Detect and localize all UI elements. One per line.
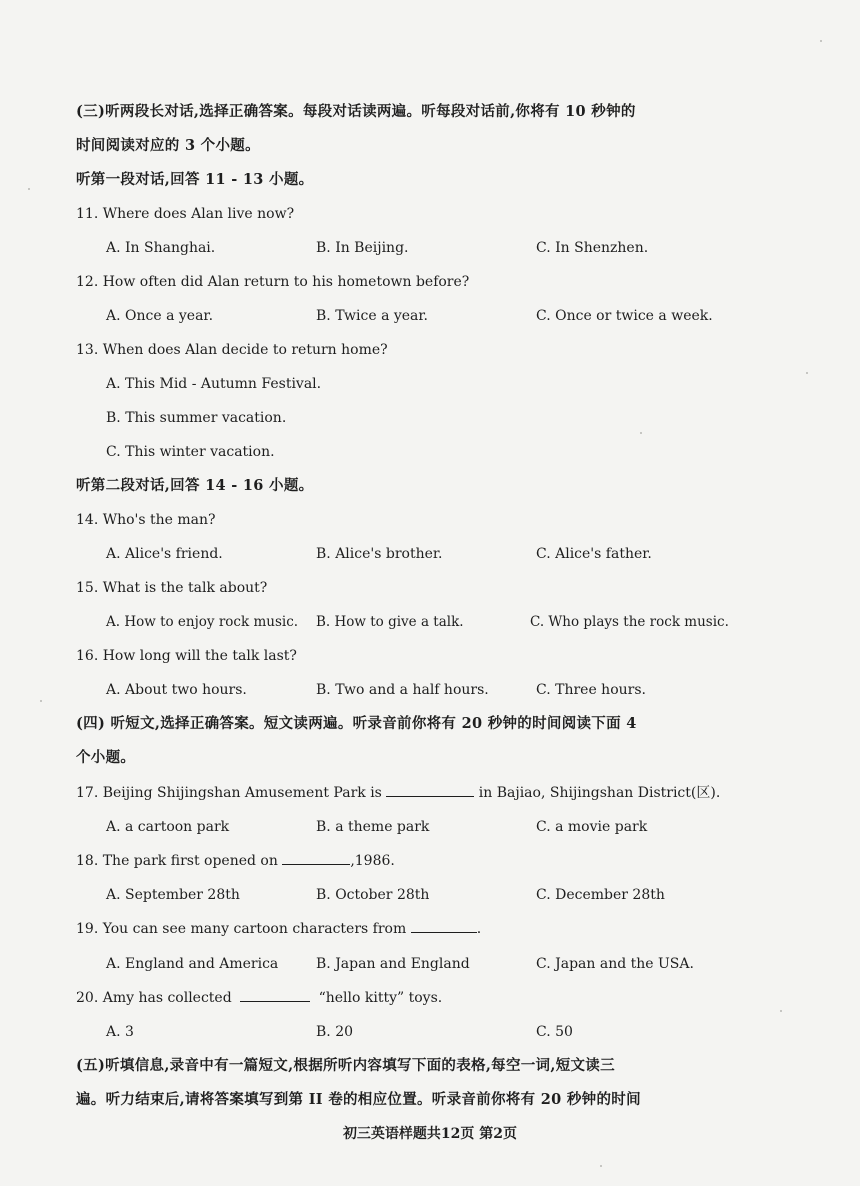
question-15-option-b: B. How to give a talk. (316, 614, 464, 630)
question-19-stem-after: . (476, 921, 482, 937)
dialogue1-header: 听第一段对话,回答 11 - 13 小题。 (76, 171, 314, 188)
question-13-option-c: C. This winter vacation. (106, 444, 275, 460)
scan-speck (806, 372, 808, 374)
question-18-option-c: C. December 28th (536, 887, 665, 903)
question-19-stem (76, 920, 481, 938)
question-13-stem: 13. When does Alan decide to return home? (76, 342, 388, 358)
question-11-stem: 11. Where does Alan live now? (76, 206, 295, 222)
question-20-option-a: A. 3 (106, 1024, 134, 1040)
question-13-option-a: A. This Mid - Autumn Festival. (106, 376, 322, 392)
scan-speck (820, 40, 822, 42)
scan-speck (780, 1010, 782, 1012)
question-20-stem-before: 20. Amy has collected (76, 990, 232, 1006)
question-19-option-c: C. Japan and the USA. (536, 956, 694, 972)
question-15-option-a: A. How to enjoy rock music. (106, 614, 299, 630)
question-12-stem: 12. How often did Alan return to his hometown before? (76, 274, 470, 290)
question-11-option-a: A. In Shanghai. (106, 240, 216, 256)
question-17-option-c: C. a movie park (536, 819, 648, 835)
question-16-stem: 16. How long will the talk last? (76, 648, 297, 664)
section4-intro-line2: 个小题。 (76, 749, 136, 766)
question-19-answer-blank (411, 920, 477, 933)
question-20-option-c: C. 50 (536, 1024, 573, 1040)
question-11-option-b: B. In Beijing. (316, 240, 409, 256)
question-19-option-b: B. Japan and England (316, 956, 470, 972)
question-14-option-b: B. Alice's brother. (316, 546, 443, 562)
question-11-option-c: C. In Shenzhen. (536, 240, 649, 256)
question-18-stem-after: ,1986. (350, 853, 395, 869)
question-18-answer-blank (282, 852, 350, 865)
question-20-option-b: B. 20 (316, 1024, 354, 1040)
question-16-option-c: C. Three hours. (536, 682, 646, 698)
question-19-stem-before: 19. You can see many cartoon characters from (76, 921, 407, 937)
dialogue2-header: 听第二段对话,回答 14 - 16 小题。 (76, 477, 314, 494)
section3-intro-line2: 时间阅读对应的 3 个小题。 (76, 137, 260, 154)
question-14-option-a: A. Alice's friend. (106, 546, 223, 562)
question-15-stem: 15. What is the talk about? (76, 580, 268, 596)
question-15-option-c: C. Who plays the rock music. (530, 614, 729, 630)
question-14-option-c: C. Alice's father. (536, 546, 652, 562)
question-17-stem (76, 784, 720, 802)
question-14-stem: 14. Who's the man? (76, 512, 216, 528)
question-12-option-b: B. Twice a year. (316, 308, 429, 324)
question-16-option-a: A. About two hours. (106, 682, 247, 698)
section5-intro-line2: 遍。听力结束后,请将答案填写到第 II 卷的相应位置。听录音前你将有 20 秒钟的时间 (76, 1091, 641, 1108)
question-19-option-a: A. England and America (106, 956, 279, 972)
question-17-option-a: A. a cartoon park (106, 819, 230, 835)
scan-speck (600, 1165, 602, 1167)
question-20-stem-after: “hello kitty” toys. (318, 990, 443, 1006)
section4-intro-line1: (四) 听短文,选择正确答案。短文读两遍。听录音前你将有 20 秒钟的时间阅读下面 4 (76, 715, 637, 732)
scan-speck (640, 432, 642, 434)
question-18-option-b: B. October 28th (316, 887, 430, 903)
question-20-answer-blank (240, 993, 310, 1002)
question-18-stem (76, 852, 395, 870)
question-13-option-b: B. This summer vacation. (106, 410, 287, 426)
question-12-option-c: C. Once or twice a week. (536, 308, 713, 324)
question-20-stem (76, 989, 442, 1007)
section3-intro-line1: (三)听两段长对话,选择正确答案。每段对话读两遍。听每段对话前,你将有 10 秒钟的 (76, 103, 636, 120)
question-16-option-b: B. Two and a half hours. (316, 682, 489, 698)
question-17-answer-blank (386, 784, 474, 797)
question-18-option-a: A. September 28th (106, 887, 240, 903)
page-footer: 初三英语样题共12页 第2页 (342, 1126, 518, 1142)
question-17-option-b: B. a theme park (316, 819, 430, 835)
scan-speck (40, 700, 42, 702)
section5-intro-line1: (五)听填信息,录音中有一篇短文,根据所听内容填写下面的表格,每空一词,短文读三 (76, 1057, 615, 1074)
question-17-stem-after: in Bajiao, Shijingshan District(区). (478, 785, 721, 801)
scan-speck (28, 188, 30, 190)
question-17-stem-before: 17. Beijing Shijingshan Amusement Park is (76, 785, 382, 801)
question-18-stem-before: 18. The park first opened on (76, 853, 278, 869)
question-12-option-a: A. Once a year. (106, 308, 214, 324)
